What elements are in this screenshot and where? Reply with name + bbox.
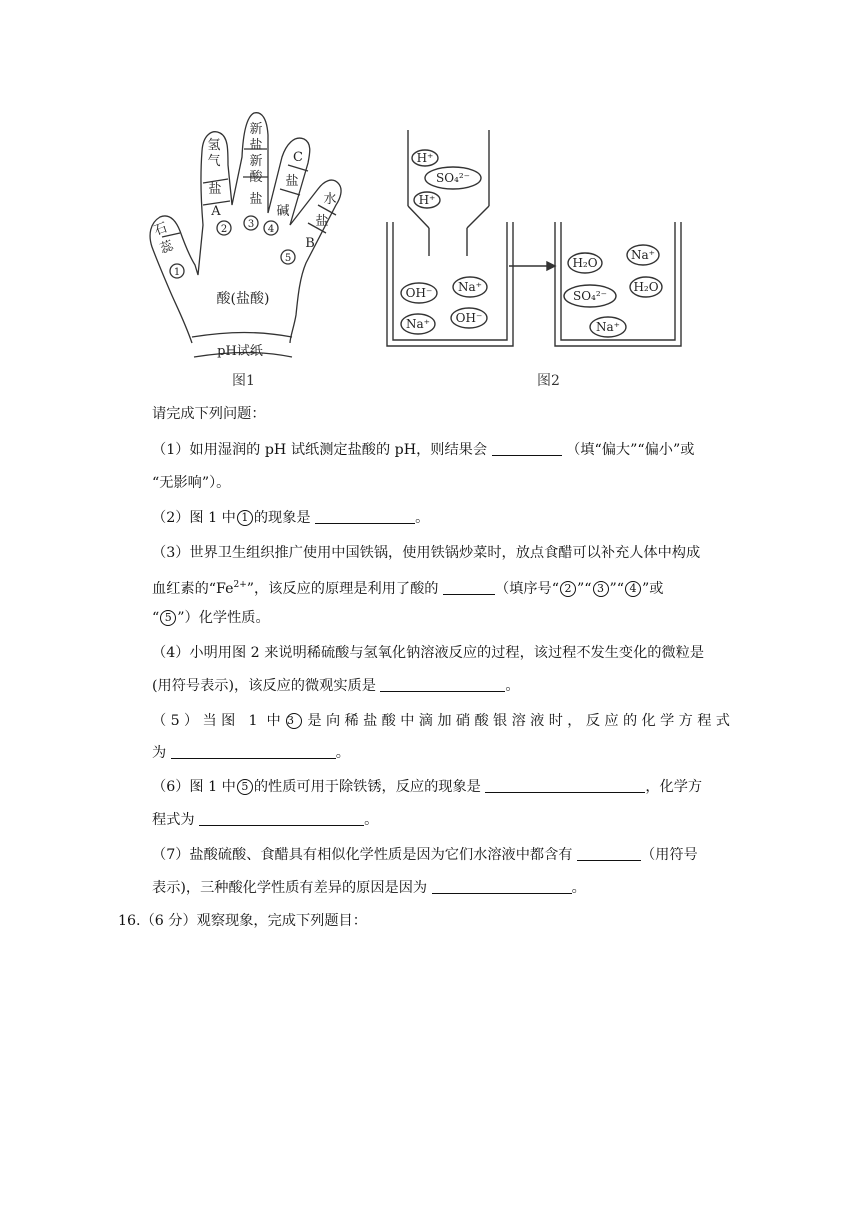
question-5-line-1	[152, 711, 730, 731]
figure-1-hand-diagram	[140, 105, 365, 370]
svg-text:盐: 盐	[315, 214, 329, 229]
figure-1-caption: 图1	[232, 373, 255, 389]
question-2-line	[152, 508, 860, 528]
q2-answer-blank[interactable]	[315, 509, 415, 524]
svg-text:H₂O: H₂O	[572, 256, 598, 270]
q4-text-a: （4）小明用图 2 来说明稀硫酸与氢氧化钠溶液反应的过程，该过程不发生变化的微粒是	[152, 645, 705, 661]
q1-text-c: “无影响”）。	[152, 475, 231, 491]
svg-text:Na⁺: Na⁺	[458, 280, 482, 294]
q3-text-b3: （填序号“	[494, 581, 559, 597]
svg-text:B: B	[305, 236, 315, 251]
svg-text:盐: 盐	[285, 174, 299, 189]
q6-equation-blank[interactable]	[199, 811, 364, 826]
figure-2-caption: 图2	[537, 373, 560, 389]
svg-text:4: 4	[267, 224, 275, 235]
q7-ion-blank[interactable]	[577, 846, 641, 861]
svg-text:盐: 盐	[249, 138, 263, 153]
svg-text:3: 3	[247, 219, 255, 230]
q7-text-c: 。	[571, 880, 586, 896]
svg-text:新: 新	[249, 122, 263, 137]
question-6-line-1	[152, 777, 860, 797]
question-3-line-3	[152, 608, 860, 628]
q7-reason-blank[interactable]	[432, 879, 572, 894]
q2-text-c: 。	[415, 510, 430, 526]
svg-text:H⁺: H⁺	[416, 151, 434, 165]
q7-text-a2: （用符号	[640, 847, 698, 863]
q1-text-b: （填“偏大”“偏小”或	[566, 442, 695, 458]
question-7-line-1	[152, 845, 860, 865]
q6-text-a2: 的性质可用于除铁锈，反应的现象是	[253, 779, 481, 795]
question-4-line-2	[152, 676, 860, 696]
svg-text:OH⁻: OH⁻	[405, 286, 433, 300]
svg-text:盐: 盐	[208, 182, 222, 197]
question-6-line-2	[152, 810, 860, 830]
q3-answer-blank[interactable]	[443, 580, 495, 595]
svg-text:A: A	[211, 204, 221, 219]
circled-number-5: 5	[160, 610, 176, 626]
svg-text:氢: 氢	[207, 138, 221, 153]
q6-text-a1: （6）图 1 中	[152, 779, 236, 795]
q3-quote-1: ”“	[576, 581, 592, 597]
question-16-heading: 16.（6 分）观察现象，完成下列题目：	[118, 913, 367, 929]
question-3-line-2	[152, 575, 860, 599]
q5-text-c: 。	[335, 745, 350, 761]
svg-text:SO₄²⁻: SO₄²⁻	[435, 171, 471, 185]
q2-text-b: 的现象是	[253, 510, 311, 526]
q3-text-b2: ”，该反应的原理是利用了酸的	[246, 581, 439, 597]
q6-text-c: 。	[364, 812, 379, 828]
q5-text-a2: 是向稀盐酸中滴加硝酸银溶液时，反应的化学方程式	[303, 713, 730, 729]
q7-text-b: 表示)，三种酸化学性质有差异的原因是因为	[152, 880, 428, 896]
q6-phenomenon-blank[interactable]	[485, 778, 645, 793]
svg-text:OH⁻: OH⁻	[455, 311, 483, 325]
svg-text:1: 1	[173, 267, 181, 278]
q3-text-b1: 血红素的“Fe	[152, 581, 234, 597]
q5-answer-blank[interactable]	[171, 744, 336, 759]
q7-text-a: （7）盐酸硫酸、食醋具有相似化学性质是因为它们水溶液中都含有	[152, 847, 573, 863]
q3-quote-2: ”“	[609, 581, 625, 597]
svg-text:2: 2	[220, 224, 228, 235]
svg-text:酸(盐酸): 酸(盐酸)	[216, 291, 270, 307]
svg-text:Na⁺: Na⁺	[406, 317, 430, 331]
svg-text:水: 水	[323, 192, 337, 207]
q6-text-a3: ，化学方	[645, 779, 703, 795]
q3-or: ”或	[642, 581, 664, 597]
question-5-line-2	[152, 743, 860, 763]
svg-text:碱: 碱	[276, 204, 290, 219]
circled-number-4: 4	[625, 581, 641, 597]
q1-text-a: （1）如用湿润的 pH 试纸测定盐酸的 pH，则结果会	[152, 442, 488, 458]
q3-text-c1: “	[152, 610, 160, 626]
svg-text:Na⁺: Na⁺	[596, 320, 620, 334]
svg-text:新: 新	[249, 154, 263, 169]
q1-answer-blank[interactable]	[492, 441, 562, 456]
question-1-line-1	[152, 440, 860, 460]
q3-superscript: 2+	[233, 580, 247, 590]
svg-text:5: 5	[284, 253, 292, 264]
svg-text:SO₄²⁻: SO₄²⁻	[572, 289, 608, 303]
figure-2-neutralization-diagram	[385, 128, 695, 353]
circled-number-1: 1	[237, 510, 253, 526]
circled-number-3b: 3	[286, 713, 302, 729]
svg-text:H⁺: H⁺	[418, 193, 436, 207]
thumb-label-top: 石	[152, 220, 170, 239]
question-7-line-2	[152, 878, 860, 898]
svg-text:Na⁺: Na⁺	[631, 248, 655, 262]
svg-text:C: C	[293, 150, 303, 165]
intro-text: 请完成下列问题：	[152, 406, 266, 422]
q3-text-a: （3）世界卫生组织推广使用中国铁锅，使用铁锅炒菜时，放点食醋可以补充人体中构成	[152, 545, 701, 561]
svg-text:气: 气	[207, 154, 221, 169]
q4-answer-blank[interactable]	[380, 677, 505, 692]
q6-text-b: 程式为	[152, 812, 195, 828]
q5-text-a1: （5）当图 1 中	[152, 713, 286, 729]
q2-text-a: （2）图 1 中	[152, 510, 236, 526]
q5-text-b: 为	[152, 745, 167, 761]
svg-text:H₂O: H₂O	[633, 280, 659, 294]
q4-text-b: (用符号表示)，该反应的微观实质是	[152, 678, 376, 694]
svg-text:酸: 酸	[249, 170, 263, 185]
circled-number-3: 3	[593, 581, 609, 597]
q3-text-c2: ”）化学性质。	[177, 610, 270, 626]
svg-text:pH试纸: pH试纸	[217, 344, 263, 359]
circled-number-2: 2	[560, 581, 576, 597]
thumb-label-bottom: 蕊	[158, 238, 176, 257]
circled-number-5b: 5	[237, 779, 253, 795]
svg-text:盐: 盐	[249, 192, 263, 207]
q4-text-c: 。	[505, 678, 520, 694]
